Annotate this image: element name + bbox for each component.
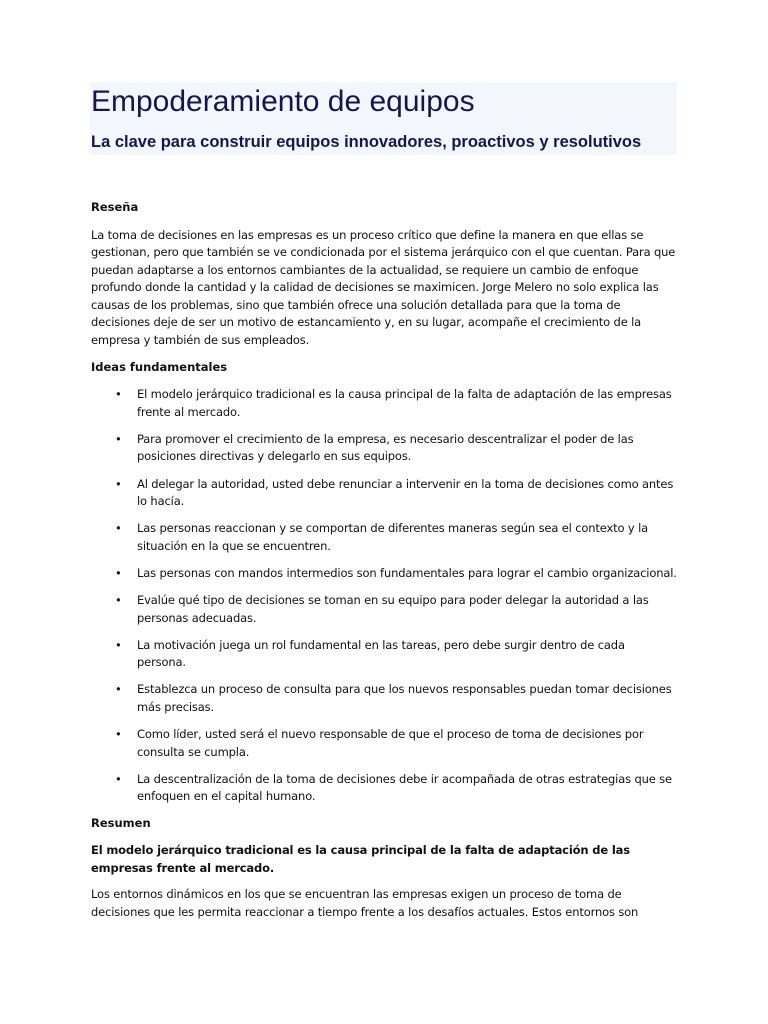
list-item <box>91 431 677 466</box>
summary-heading: Resumen <box>91 816 151 831</box>
list-item <box>91 520 677 555</box>
list-item-text: Como líder, usted será el nuevo responsable de que el proceso de toma de decisiones por consulta se cumpla. <box>137 727 644 759</box>
list-item-text: Para promover el crecimiento de la empresa, es necesario descentralizar el poder de las posiciones directivas y delegarlo en sus equipos. <box>137 431 634 464</box>
list-item <box>91 565 677 583</box>
list-item-text: Las personas reaccionan y se comportan de diferentes maneras según sea el contexto y la situación en la que se encuentren. <box>137 521 649 553</box>
ideas-heading: Ideas fundamentales <box>91 359 228 374</box>
list-item <box>91 771 677 806</box>
bullet-icon: • <box>115 637 122 652</box>
summary-text: Los entornos dinámicos en los que se encuentran las empresas exigen un proceso de toma de decisiones que les permita reaccionar a tiempo frente a los desafíos actuales. Estos entornos son <box>91 887 639 919</box>
review-text: La toma de decisiones en las empresas es un proceso crítico que define la manera en que ellas se gestionan, pero que también se ve condicionada por el sistema jerárquico con el que cuentan. Para que puedan adaptarse a los entornos cambiantes de la actualidad, se requiere un cambio de enfoque profundo donde la cantidad y la calidad de decisiones se maximicen. Jorge Melero no solo explica las causas de los problemas, sino que también ofrece una solución detallada para que la toma de decisiones deje de ser un motivo de estancamiento y, en su lugar, acompañe el crecimiento de la empresa y también de sus empleados. <box>91 227 676 348</box>
list-item <box>91 386 677 421</box>
document-title: Empoderamiento de equipos <box>91 85 475 118</box>
bullet-icon: • <box>115 476 122 491</box>
bullet-icon: • <box>115 521 122 536</box>
bullet-icon: • <box>115 682 122 697</box>
summary-point-title: El modelo jerárquico tradicional es la causa principal de la falta de adaptación de las empresas frente al mercado. <box>91 842 630 875</box>
bullet-icon: • <box>115 771 122 786</box>
document-page <box>91 82 677 921</box>
bullet-icon: • <box>115 431 122 446</box>
bullet-icon: • <box>115 593 122 607</box>
list-item-text: Las personas con mandos intermedios son fundamentales para lograr el cambio organizacional. <box>137 565 677 580</box>
list-item-text: La descentralización de la toma de decisiones debe ir acompañada de otras estrategias que se enfoquen en el capital humano. <box>137 771 672 804</box>
list-item-text: La motivación juega un rol fundamental en las tareas, pero debe surgir dentro de cada persona. <box>137 637 625 670</box>
list-item-text: El modelo jerárquico tradicional es la causa principal de la falta de adaptación de las empresas frente al mercado. <box>137 387 672 419</box>
bullet-icon: • <box>115 565 122 580</box>
review-heading: Reseña <box>91 200 139 214</box>
list-item <box>91 681 677 716</box>
list-item-text: Establezca un proceso de consulta para que los nuevos responsables puedan tomar decisiones más precisas. <box>137 682 672 714</box>
list-item-text: Evalúe qué tipo de decisiones se toman en su equipo para poder delegar la autoridad a las personas adecuadas. <box>137 593 649 625</box>
list-item <box>91 637 677 672</box>
list-item <box>91 592 677 627</box>
bullet-icon: • <box>115 387 122 402</box>
ideas-list <box>91 386 677 806</box>
list-item <box>91 726 677 761</box>
bullet-icon: • <box>115 727 122 742</box>
title-block <box>90 82 677 155</box>
document-subtitle: La clave para construir equipos innovadores, proactivos y resolutivos <box>91 133 642 151</box>
list-item <box>91 476 677 511</box>
list-item-text: Al delegar la autoridad, usted debe renunciar a intervenir en la toma de decisiones como antes lo hacía. <box>137 476 674 509</box>
